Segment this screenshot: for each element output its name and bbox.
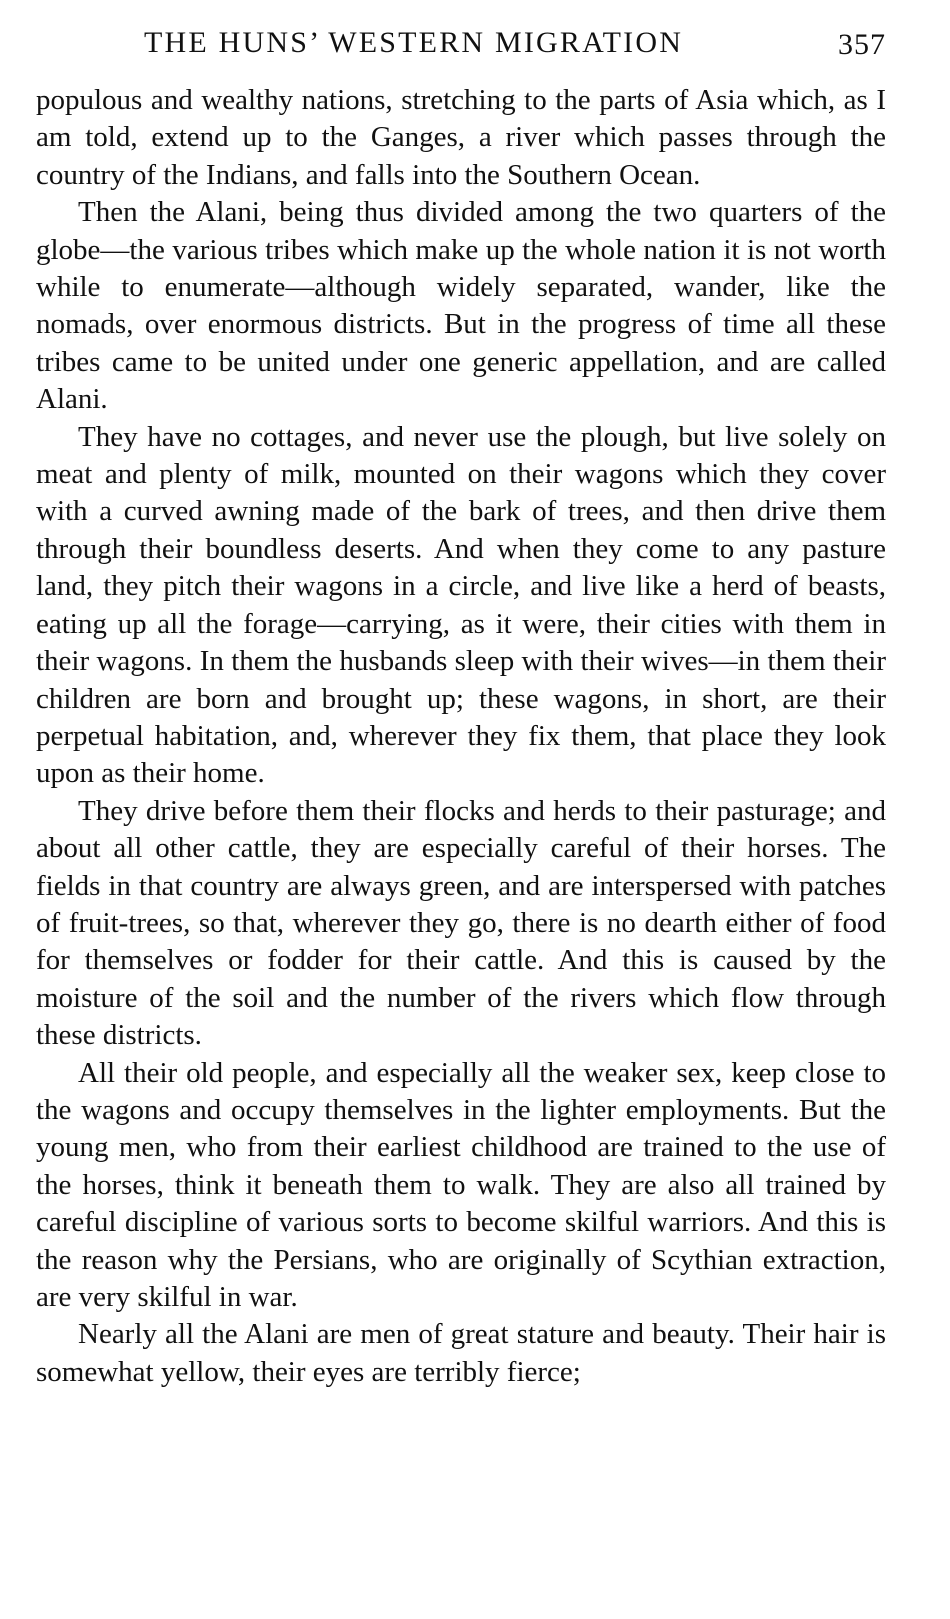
paragraph-alani-stature: Nearly all the Alani are men of great stature and beauty. Their hair is somewhat yellow, their eyes are terribly fierce; xyxy=(36,1318,886,1388)
book-page xyxy=(36,18,886,1391)
page-number: 357 xyxy=(838,28,886,61)
paragraph-no-cottages: They have no cottages, and never use the plough, but live solely on meat and plenty of milk, mounted on their wagons which they cover with a curved awning made of the bark of trees, and then drive them through their boundless deserts. And when they come to any pasture land, they pitch their wagons in a circle, and live like a herd of beasts, eating up all the forage—carrying, as it were, their cities with them in their wagons. In them the husbands sleep with their wives—in them their children are born and brought up; these wagons, in short, are their perpetual habitation, and, wherever they fix them, that place they look upon as their home. xyxy=(36,420,886,790)
running-title: THE HUNS’ WESTERN MIGRATION xyxy=(144,26,684,59)
paragraph-flocks-herds: They drive before them their flocks and herds to their pasturage; and about all other cattle, they are especially careful of their horses. The fields in that country are always green, and are interspersed with patches of fruit-trees, so that, wherever they go, there is no dearth either of food for themselves or fodder for their cattle. And this is caused by the moisture of the soil and the number of the rivers which flow through these districts. xyxy=(36,794,886,1052)
body-text xyxy=(36,82,886,1391)
paragraph-continued: populous and wealthy nations, stretching to the parts of Asia which, as I am told, extend up to the Ganges, a river which passes through the country of the Indians, and falls into the Southern Ocean. xyxy=(36,84,886,191)
paragraph-alani-divided: Then the Alani, being thus divided among the two quarters of the globe—the various tribes which make up the whole nation it is not worth while to enumerate—although widely separated, wander, like the nomads, over enormous districts. But in the progress of time all these tribes came to be united under one generic appellation, and are called Alani. xyxy=(36,196,886,416)
paragraph-old-people: All their old people, and especially all the weaker sex, keep close to the wagons and occupy themselves in the lighter employments. But the young men, who from their earliest childhood are trained to the use of the horses, think it beneath them to walk. They are also all trained by careful discipline of various sorts to become skilful warriors. And this is the reason why the Persians, who are originally of Scythian extraction, are very skilful in war. xyxy=(36,1056,886,1313)
page-header xyxy=(36,18,886,82)
